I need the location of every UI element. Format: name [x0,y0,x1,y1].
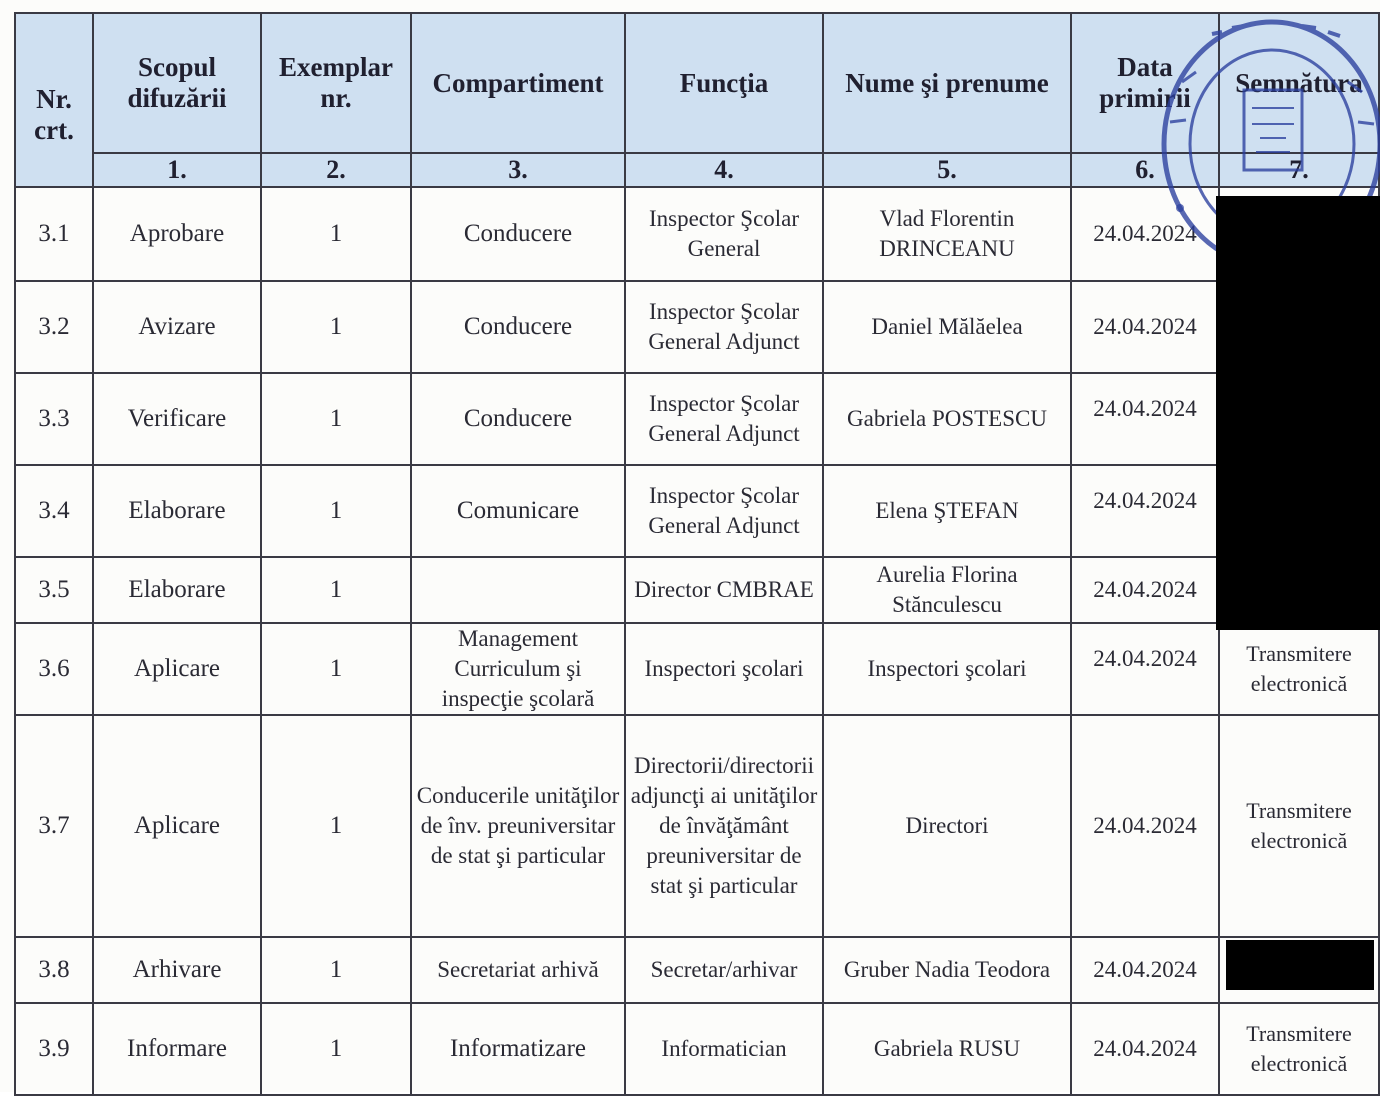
cell-scop: Aplicare [93,623,261,715]
column-number-row [15,153,1379,187]
cell-functia: Inspector Şcolar General Adjunct [625,281,823,373]
cell-nume: Gabriela RUSU [823,1003,1071,1095]
distribution-table [14,12,1380,1096]
header-semnatura: Semnătura [1219,13,1379,153]
cell-nume: Gabriela POSTESCU [823,373,1071,465]
cell-scop: Aprobare [93,187,261,281]
header-scop: Scopul difuzării [93,13,261,153]
column-number: 3. [411,153,625,187]
cell-data: 24.04.2024 [1071,715,1219,937]
header-nr: Nr. crt. [15,13,93,187]
cell-nr: 3.5 [15,557,93,623]
cell-scop: Arhivare [93,937,261,1003]
cell-data: 24.04.2024 [1071,465,1219,557]
cell-data: 24.04.2024 [1071,557,1219,623]
table-row [15,187,1379,281]
cell-semnatura: Transmitere electronică [1219,1003,1379,1095]
header-row [15,13,1379,153]
header-compartiment: Compartiment [411,13,625,153]
header-functia: Funcţia [625,13,823,153]
cell-compartiment [411,557,625,623]
header-exemplar: Exemplar nr. [261,13,411,153]
column-number: 1. [93,153,261,187]
column-number: 2. [261,153,411,187]
cell-nume: Vlad Florentin DRINCEANU [823,187,1071,281]
cell-exemplar: 1 [261,937,411,1003]
header-nume: Nume şi prenume [823,13,1071,153]
cell-compartiment: Conducerile unităţilor de înv. preuniversitar de stat şi particular [411,715,625,937]
cell-compartiment: Conducere [411,373,625,465]
cell-nume: Directori [823,715,1071,937]
cell-scop: Aplicare [93,715,261,937]
column-number: 4. [625,153,823,187]
cell-nume: Elena ŞTEFAN [823,465,1071,557]
cell-exemplar: 1 [261,1003,411,1095]
table-row [15,937,1379,1003]
cell-data: 24.04.2024 [1071,281,1219,373]
cell-data: 24.04.2024 [1071,373,1219,465]
cell-compartiment: Conducere [411,187,625,281]
cell-nr: 3.8 [15,937,93,1003]
cell-exemplar: 1 [261,373,411,465]
cell-functia: Director CMBRAE [625,557,823,623]
cell-nume: Gruber Nadia Teodora [823,937,1071,1003]
cell-exemplar: 1 [261,623,411,715]
cell-scop: Elaborare [93,465,261,557]
cell-nr: 3.2 [15,281,93,373]
table-row [15,465,1379,557]
cell-data: 24.04.2024 [1071,937,1219,1003]
cell-compartiment: Conducere [411,281,625,373]
cell-scop: Elaborare [93,557,261,623]
cell-functia: Inspectori şcolari [625,623,823,715]
cell-data: 24.04.2024 [1071,187,1219,281]
cell-data: 24.04.2024 [1071,623,1219,715]
cell-nume: Inspectori şcolari [823,623,1071,715]
cell-scop: Avizare [93,281,261,373]
table-row [15,281,1379,373]
redacted-signature-block [1216,196,1380,630]
cell-data: 24.04.2024 [1071,1003,1219,1095]
column-number: 6. [1071,153,1219,187]
cell-exemplar: 1 [261,281,411,373]
cell-functia: Inspector Şcolar General [625,187,823,281]
column-number: 5. [823,153,1071,187]
table-row [15,715,1379,937]
cell-semnatura: Transmitere electronică [1219,623,1379,715]
cell-functia: Secretar/arhivar [625,937,823,1003]
cell-compartiment: Management Curriculum şi inspecţie şcolară [411,623,625,715]
redacted-signature-block [1226,940,1374,990]
column-number: 7. [1219,153,1379,187]
cell-exemplar: 1 [261,187,411,281]
cell-functia: Inspector Şcolar General Adjunct [625,373,823,465]
cell-nr: 3.3 [15,373,93,465]
cell-nr: 3.6 [15,623,93,715]
table-row [15,1003,1379,1095]
cell-nr: 3.4 [15,465,93,557]
cell-functia: Directorii/directorii adjuncţi ai unităţilor de învăţământ preuniversitar de stat şi particular [625,715,823,937]
cell-semnatura: Transmitere electronică [1219,715,1379,937]
cell-nr: 3.7 [15,715,93,937]
table-row [15,557,1379,623]
cell-compartiment: Comunicare [411,465,625,557]
cell-nr: 3.9 [15,1003,93,1095]
cell-compartiment: Informatizare [411,1003,625,1095]
cell-exemplar: 1 [261,557,411,623]
cell-scop: Verificare [93,373,261,465]
table-row [15,373,1379,465]
cell-functia: Informatician [625,1003,823,1095]
cell-nume: Daniel Mălăelea [823,281,1071,373]
table-row [15,623,1379,715]
cell-compartiment: Secretariat arhivă [411,937,625,1003]
cell-exemplar: 1 [261,465,411,557]
cell-exemplar: 1 [261,715,411,937]
cell-nume: Aurelia Florina Stănculescu [823,557,1071,623]
cell-functia: Inspector Şcolar General Adjunct [625,465,823,557]
header-data: Data primirii [1071,13,1219,153]
cell-scop: Informare [93,1003,261,1095]
cell-nr: 3.1 [15,187,93,281]
